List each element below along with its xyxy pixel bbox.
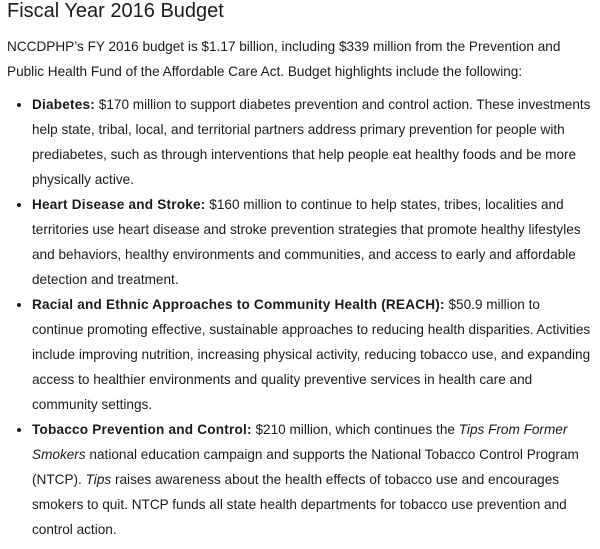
list-item-text: $160 million to continue to help states, tribes, localities and territories use heart disease and stroke prevention strategies that promote healthy lifestyles and behaviors, healthy environments and communities, and access to early and affordable detection and treatment. bbox=[32, 197, 581, 287]
list-item-diabetes bbox=[32, 92, 594, 192]
list-item-heart-disease bbox=[32, 192, 594, 292]
list-item-text: $170 million to support diabetes prevention and control action. These investments help state, tribal, local, and territorial partners address primary prevention for people with prediabetes, such as through interventions that help people eat healthy foods and be more physically active. bbox=[32, 97, 591, 187]
list-item-text: raises awareness about the health effects of tobacco use and encourages smokers to quit. NTCP funds all state health departments for tobacco use prevention and control action. bbox=[32, 472, 567, 537]
list-item-text: $210 million, which continues the bbox=[251, 422, 459, 437]
list-item-tobacco bbox=[32, 417, 594, 542]
list-item-label: Racial and Ethnic Approaches to Community Health (REACH): bbox=[32, 297, 445, 312]
list-item-label: Tobacco Prevention and Control: bbox=[32, 422, 252, 437]
list-item-reach bbox=[32, 292, 594, 417]
campaign-short-name: Tips bbox=[85, 472, 112, 487]
page-title: Fiscal Year 2016 Budget bbox=[7, 0, 224, 22]
list-item-label: Diabetes: bbox=[32, 97, 95, 112]
list-item-text: $50.9 million to continue promoting effective, sustainable approaches to reducing health disparities. Activities include improving nutrition, increasing physical activity, reducing tobacco use, and expanding access to healthier environments and quality preventive services in health care and community settings. bbox=[32, 297, 591, 412]
list-item-label: Heart Disease and Stroke: bbox=[32, 197, 206, 212]
intro-paragraph: NCCDPHP’s FY 2016 budget is $1.17 billion, including $339 million from the Prevention and Public Health Fund of the Affordable Care Act. Budget highlights include the following: bbox=[7, 39, 561, 79]
list-item-text: national education campaign and supports the National Tobacco Control Program (NTCP). bbox=[32, 447, 579, 487]
budget-highlights-list bbox=[7, 92, 594, 542]
campaign-name: Tips From Former Smokers bbox=[32, 422, 568, 462]
